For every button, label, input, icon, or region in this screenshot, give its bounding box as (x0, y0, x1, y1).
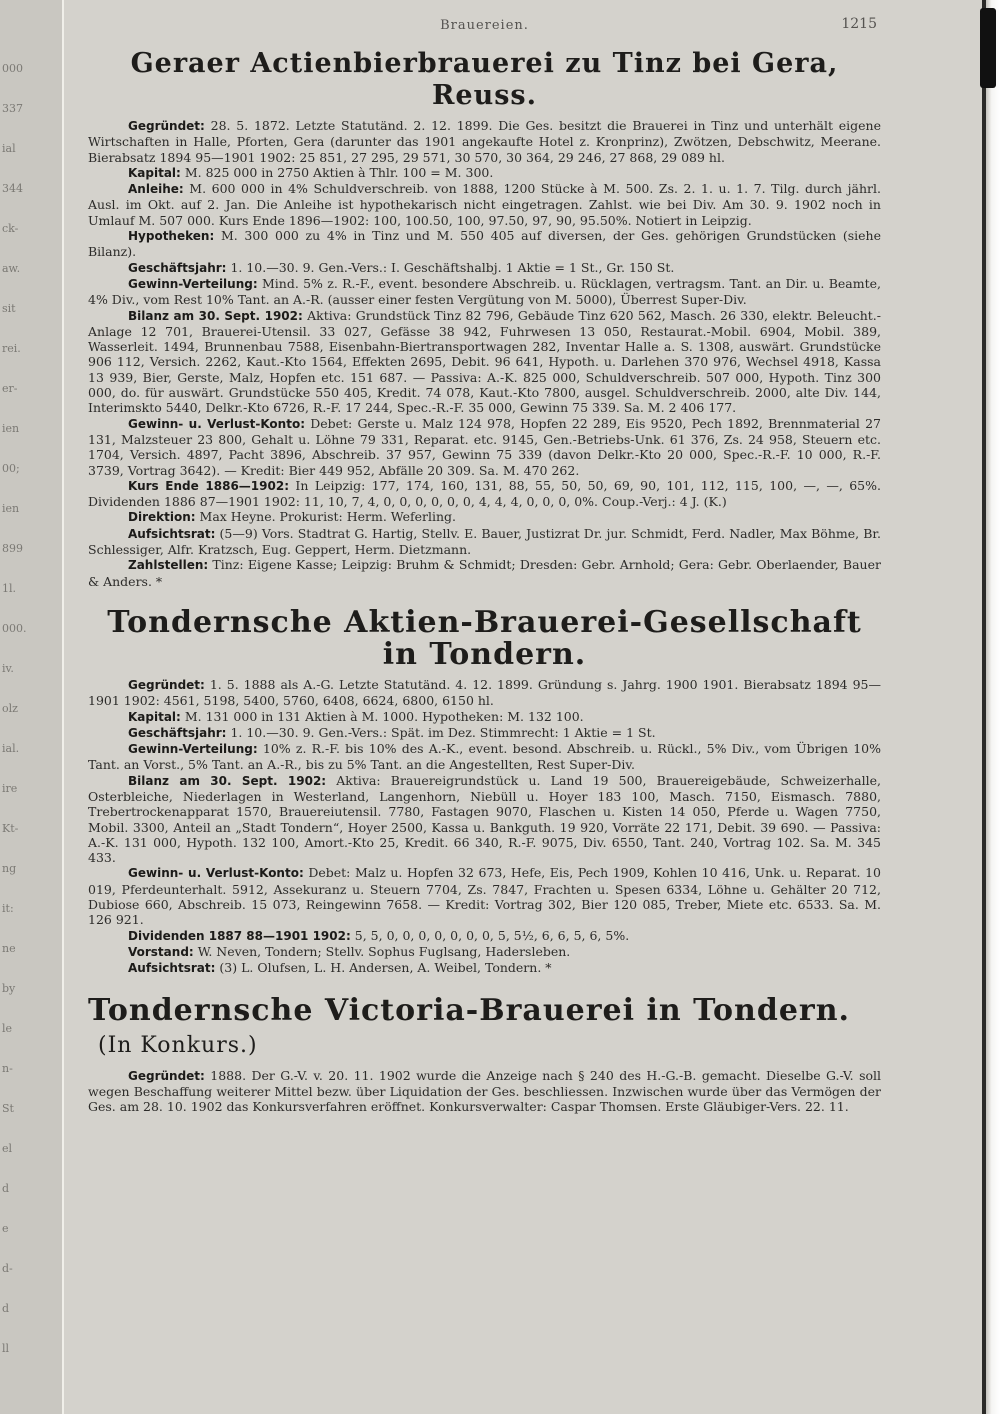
book-spine-shadow (982, 0, 986, 1414)
entry-kapital (88, 709, 881, 725)
margin-fragment: 000 (2, 62, 23, 75)
entry-label: Zahlstellen: (128, 558, 209, 573)
page-number: 1215 (841, 16, 877, 32)
company-title-text: Tondernsche Aktien-Brauerei-Gesellschaft in Tondern. (107, 604, 862, 672)
entry-label: Geschäftsjahr: (128, 725, 227, 740)
margin-fragment: er- (2, 382, 18, 395)
entry-text: M. 131 000 in 131 Aktien à M. 1000. Hypotheken: M. 132 100. (184, 708, 584, 724)
company-title (88, 992, 881, 1062)
entry-gewinn-verteilung (88, 741, 881, 773)
margin-fragment: 000. (2, 622, 27, 635)
margin-fragment: ial (2, 142, 16, 155)
margin-fragment: by (2, 982, 16, 995)
page-content (88, 12, 881, 1114)
margin-fragment: d- (2, 1262, 13, 1275)
entry-aufsichtsrat (88, 526, 881, 558)
entry-label: Bilanz am 30. Sept. 1902: (128, 773, 327, 788)
entry-label: Geschäftsjahr: (128, 260, 227, 275)
margin-fragment: ng (2, 862, 17, 875)
margin-fragment: ire (2, 782, 18, 795)
margin-fragment: d (2, 1182, 10, 1195)
company-title (88, 604, 881, 672)
entry-label: Anleihe: (128, 182, 184, 197)
entry-text: Aktiva: Grundstück Tinz 82 796, Gebäude Tinz 620 562, Masch. 26 330, elektr. Beleucht.-Anlage 12 701, Brauerei-Utensil. 33 027, Gefässe 38 942, Fuhrwesen 13 050, Restaurat.-Mobil. 6904, Mobil. 389, Wasserleit. 1494, Brunnenbau 7588, Eisenbahn-Biertransportwagen 282, Inventar Halle a. S. 1308, auswärt. Grundstücke 906 112, Versich. 2262, Kaut.-Kto 1564, Effekten 2695, Debit. 96 641, Hypoth. u. Darlehen 370 976, Wechsel 4918, Kassa 13 939, Bier, Gerste, Malz, Hopfen etc. 151 687. — Passiva: A.-K. 825 000, Schuldverschreib. 507 000, Hypoth. Tinz 300 000, do. für auswärt. Grundstücke 550 405, Kredit. 74 078, Kaut.-Kto 7800, ausgel. Schuldverschreib. 2000, alte Div. 144, Interimskto 5440, Delkr.-Kto 6726, R.-F. 17 244, Spec.-R.-F. 35 000, Gewinn 75 339. Sa. M. 2 406 177. (88, 307, 881, 416)
entry-text: Max Heyne. Prokurist: Herm. Weferling. (199, 509, 457, 525)
entry-label: Aufsichtsrat: (128, 961, 216, 976)
entry-text: M. 600 000 in 4% Schuldverschreib. von 1888, 1200 Stücke à M. 500. Zs. 2. 1. u. 1. 7. Tilg. durch jährl. Ausl. im Okt. auf 2. Jan. Die Anleihe ist hypothekarisch nicht eingetragen. Zahlst. wie bei Div. Am 30. 9. 1902 noch in Umlauf M. 507 000. Kurs Ende 1896—1902: 100, 100.50, 100, 97.50, 97, 90, 95.50%. Notiert in Leipzig. (88, 181, 881, 228)
margin-fragment: ien (2, 502, 20, 515)
entry-label: Gewinn-Verteilung: (128, 276, 258, 291)
company-entry-tondern-victoria (88, 992, 881, 1115)
entry-label: Dividenden 1887 88—1901 1902: (128, 928, 351, 943)
entry-label: Gegründet: (128, 1068, 205, 1083)
entry-kurs (88, 478, 881, 510)
company-title-text: Tondernsche Victoria-Brauerei in Tondern. (88, 992, 850, 1028)
entry-text: M. 300 000 zu 4% in Tinz und M. 550 405 auf diversen, der Ges. gehörigen Grundstücken (siehe Bilanz). (88, 228, 881, 260)
entry-label: Gewinn- u. Verlust-Konto: (128, 866, 304, 881)
entry-gewinn-verlust (88, 865, 881, 927)
entry-label: Bilanz am 30. Sept. 1902: (128, 308, 303, 323)
company-entry-geraer (88, 48, 881, 589)
company-title-text: Geraer Actienbierbrauerei zu Tinz bei Gera, Reuss. (130, 48, 839, 111)
margin-fragment: d (2, 1302, 10, 1315)
entry-text: (5—9) Vors. Stadtrat G. Hartig, Stellv. E. Bauer, Justizrat Dr. jur. Schmidt, Ferd. Nadler, Max Böhme, Br. Schlessiger, Alfr. Kratzsch, Eug. Geppert, Herm. Dietzmann. (88, 525, 881, 558)
entry-bilanz (88, 308, 881, 416)
margin-fragment: 344 (2, 182, 23, 195)
margin-fragment: ck- (2, 222, 19, 235)
company-entry-tondern-aktien (88, 604, 882, 977)
entry-gewinn-verlust (88, 416, 881, 478)
margin-fragment: it: (2, 902, 14, 915)
entry-vorstand (88, 944, 881, 960)
entry-bilanz (88, 773, 881, 866)
entry-zahlstellen (88, 557, 881, 589)
entry-text: Debet: Malz u. Hopfen 32 673, Hefe, Eis, Pech 1909, Kohlen 10 416, Unk. u. Reparat. 10 019, Pferdeunterhalt. 5912, Assekuranz u. Steuern 7704, Zs. 7847, Frachten u. Spesen 6334, Löhne u. Gehälter 20 712, Dubiose 660, Abschreib. 15 073, Reingewinn 7658. — Kredit: Vortrag 302, Bier 120 085, Treber, Miete etc. 6533. Sa. M. 126 921. (88, 865, 881, 928)
entry-geschaeftsjahr (88, 725, 881, 741)
margin-fragment: ne (2, 942, 16, 955)
margin-fragment: sit (2, 302, 16, 315)
margin-fragment: el (2, 1142, 13, 1155)
entry-text: M. 825 000 in 2750 Aktien à Thlr. 100 = M. 300. (184, 164, 494, 180)
entry-label: Kapital: (128, 165, 181, 180)
entry-label: Vorstand: (128, 944, 194, 959)
margin-fragment: 00; (2, 462, 20, 475)
entry-text: In Leipzig: 177, 174, 160, 131, 88, 55, 50, 50, 69, 90, 101, 112, 115, 100, —, —, 65%. Dividenden 1886 87—1901 1902: 11, 10, 7, 4, 0, 0, 0, 0, 0, 0, 4, 4, 4, 0, 0, 0, 0%. Coup.-Verj.: 4 J. (K.) (88, 477, 881, 510)
margin-fragment: rei. (2, 342, 21, 355)
margin-fragment: 1l. (2, 582, 17, 595)
right-page-edge (986, 0, 1000, 1414)
entry-geschaeftsjahr (88, 260, 881, 276)
entry-label: Gewinn- u. Verlust-Konto: (128, 416, 305, 431)
page-header (88, 12, 881, 40)
entry-anleihe (88, 181, 881, 228)
company-title (88, 48, 881, 112)
entry-gegruendet (88, 677, 881, 709)
entry-text: 10% z. R.-F. bis 10% des A.-K., event. besond. Abschreib. u. Rückl., 5% Div., vom Übrigen 10% Tant. an Vorst., 5% Tant. an A.-R., bis zu 5% Tant. an die Angestellten, Rest Super-Div. (88, 741, 882, 773)
margin-fragment: Kt- (2, 822, 19, 835)
entry-text: Tinz: Eigene Kasse; Leipzig: Bruhm & Schmidt; Dresden: Gebr. Arnhold; Gera: Gebr. Oberlaender, Bauer & Anders. * (88, 557, 881, 589)
margin-fragment: n- (2, 1062, 13, 1075)
entry-text: 1. 10.—30. 9. Gen.-Vers.: I. Geschäftshalbj. 1 Aktie = 1 St., Gr. 150 St. (230, 259, 675, 275)
entry-label: Gegründet: (128, 677, 205, 692)
entry-label: Direktion: (128, 510, 196, 525)
entry-label: Kapital: (128, 709, 181, 724)
entry-text: 28. 5. 1872. Letzte Statutänd. 2. 12. 1899. Die Ges. besitzt die Brauerei in Tinz und unterhält eigene Wirtschaften in Halle, Pforten, Gera (darunter das 1901 angekaufte Hotel z. Kronprinz), Zwötzen, Debschwitz, Meerane. Bierabsatz 1894 95—1901 1902: 25 851, 27 295, 29 571, 30 570, 30 364, 29 246, 27 868, 29 089 hl. (88, 118, 881, 165)
margin-fragment: e (2, 1222, 9, 1235)
margin-fragment: ien (2, 422, 20, 435)
company-status-note: (In Konkurs.) (98, 1032, 258, 1058)
entry-text: 1. 10.—30. 9. Gen.-Vers.: Spät. im Dez. Stimmrecht: 1 Aktie = 1 St. (230, 724, 656, 740)
entry-label: Hypotheken: (128, 229, 215, 244)
margin-fragment: olz (2, 702, 18, 715)
margin-fragment: ial. (2, 742, 20, 755)
margin-fragment: St (2, 1102, 14, 1115)
entry-text: 1888. Der G.-V. v. 20. 11. 1902 wurde die Anzeige nach § 240 des H.-G.-B. gemacht. Dieselbe G.-V. soll wegen Beschaffung weiterer Mittel bezw. über Liquidation der Ges. beschliessen. Inzwischen wurde über das Vermögen der Ges. am 28. 10. 1902 das Konkursverfahren eröffnet. Konkursverwalter: Caspar Thomsen. Erste Gläubiger-Vers. 22. 11. (88, 1067, 881, 1115)
entry-gegruendet (88, 118, 881, 165)
entry-label: Gegründet: (128, 119, 205, 133)
entry-text: (3) L. Olufsen, L. H. Andersen, A. Weibel, Tondern. * (219, 960, 552, 976)
entry-text: 1. 5. 1888 als A.-G. Letzte Statutänd. 4. 12. 1899. Gründung s. Jahrg. 1900 1901. Bierabsatz 1894 95—1901 1902: 4561, 5198, 5400, 5760, 6408, 6624, 6800, 6150 hl. (88, 676, 881, 709)
entry-text: 5, 5, 0, 0, 0, 0, 0, 0, 0, 5, 5½, 6, 6, 5, 6, 5%. (354, 927, 630, 943)
running-title: Brauereien. (440, 18, 529, 33)
entry-text: Aktiva: Brauereigrundstück u. Land 19 500, Brauereigebäude, Schweizerhalle, Osterbleiche, Niederlagen in Westerland, Langenhorn, Niebüll u. Hoyer 183 100, Masch. 7150, Eismasch. 7880, Trebertrockenapparat 1570, Brauereiutensil. 7780, Fastagen 9070, Flaschen u. Kisten 14 050, Pferde u. Wagen 7750, Mobil. 3300, Anteil an „Stadt Tondern“, Hoyer 2500, Kassa u. Bankguth. 19 920, Vorräte 22 171, Debit. 39 690. — Passiva: A.-K. 131 000, Hypoth. 132 100, Amort.-Kto 25, Kredit. 66 340, R.-F. 9075, Div. 6550, Tant. 240, Vortrag 102. Sa. M. 345 433. (88, 772, 881, 866)
scan-artifact (980, 8, 996, 88)
entry-gewinn-verteilung (88, 276, 881, 308)
entry-label: Gewinn-Verteilung: (128, 742, 258, 757)
entry-label: Aufsichtsrat: (128, 526, 216, 541)
entry-label: Kurs Ende 1886—1902: (128, 478, 289, 493)
margin-fragment: iv. (2, 662, 14, 675)
margin-fragment: le (2, 1022, 13, 1035)
entry-aufsichtsrat (88, 960, 881, 976)
entry-dividenden (88, 928, 881, 944)
entry-direktion (88, 509, 881, 525)
entry-text: W. Neven, Tondern; Stellv. Sophus Fuglsang, Hadersleben. (197, 943, 571, 959)
entry-text: Mind. 5% z. R.-F., event. besondere Abschreib. u. Rücklagen, vertragsm. Tant. an Dir. u. Beamte, 4% Div., vom Rest 10% Tant. an A.-R. (ausser einer festen Vergütung von M. 5000), Überrest Super-Div. (88, 275, 881, 308)
entry-hypotheken (88, 228, 881, 260)
margin-fragment: aw. (2, 262, 21, 275)
margin-fragment: 899 (2, 542, 23, 555)
entry-kapital (88, 165, 881, 181)
margin-fragment: ll (2, 1342, 10, 1355)
entry-text: Debet: Gerste u. Malz 124 978, Hopfen 22 289, Eis 9520, Pech 1892, Brennmaterial 27 131, Malzsteuer 23 800, Gehalt u. Löhne 79 331, Reparat. etc. 9145, Gen.-Betriebs-Unk. 61 376, Zs. 24 958, Steuern etc. 1704, Versich. 4897, Pacht 3896, Abschreib. 37 957, Gewinn 75 339 (davon Delkr.-Kto 20 000, Spec.-R.-F. 10 000, R.-F. 3739, Vortrag 3642). — Kredit: Bier 449 952, Abfälle 20 309. Sa. M. 470 262. (88, 415, 881, 478)
entry-gegruendet (88, 1068, 881, 1115)
margin-fragment: 337 (2, 102, 23, 115)
left-margin-bleed (0, 0, 64, 1414)
